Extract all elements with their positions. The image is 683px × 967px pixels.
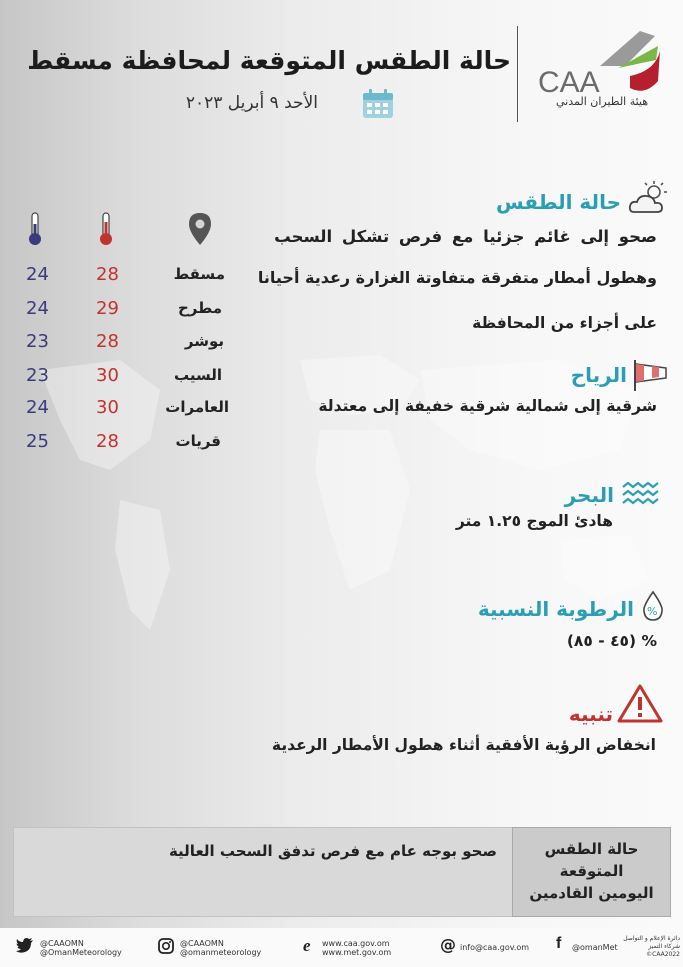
twitter-icon[interactable] bbox=[16, 938, 34, 953]
hot-thermometer-icon bbox=[99, 212, 113, 246]
partner-line: شركاء التميز bbox=[648, 943, 680, 950]
web-icon[interactable]: e bbox=[303, 936, 311, 955]
forecast-label-line: المتوقعة bbox=[559, 862, 624, 880]
weather-line-2: وهطول أمطار متفرقة متفاوتة الغزارة رعدية أحيانا bbox=[257, 268, 657, 287]
max-temp: 28 bbox=[96, 264, 119, 285]
city-name: السيب bbox=[173, 366, 222, 384]
sea-title: البحر bbox=[564, 483, 614, 507]
facebook-icon[interactable]: f bbox=[556, 935, 562, 952]
web-url-met[interactable]: www.met.gov.om bbox=[322, 948, 392, 957]
partner-line: دائرة الإعلام و التواصل bbox=[623, 935, 680, 942]
svg-text:%: % bbox=[647, 605, 658, 618]
min-temp: 24 bbox=[26, 397, 49, 418]
forecast-label-line: اليومين القادمين bbox=[529, 884, 654, 902]
min-temp: 24 bbox=[26, 264, 49, 285]
facebook-handle[interactable]: @omanMet bbox=[572, 943, 618, 952]
instagram-handle-met[interactable]: @omanmeteorology bbox=[180, 948, 262, 957]
partly-cloudy-icon bbox=[628, 180, 668, 216]
email-address[interactable]: info@caa.gov.om bbox=[460, 943, 530, 952]
logo-name: هيئة الطيران المدني bbox=[556, 95, 649, 108]
city-name: مطرح bbox=[177, 299, 222, 317]
calendar-icon bbox=[361, 88, 395, 120]
min-temp: 23 bbox=[26, 331, 49, 352]
min-temp: 25 bbox=[26, 431, 49, 452]
date-label: الأحد ٩ أبريل ٢٠٢٣ bbox=[185, 93, 318, 113]
weather-line-1: صحو إلى غائم جزئيا مع فرص تشكل السحب bbox=[274, 227, 657, 246]
winds-title: الرياح bbox=[570, 363, 627, 387]
logo-abbr: CAA bbox=[538, 66, 600, 99]
max-temp: 28 bbox=[96, 331, 119, 352]
email-icon[interactable]: @ bbox=[440, 935, 456, 954]
forecast-label bbox=[512, 827, 671, 917]
warning-title: تنبيه bbox=[568, 702, 613, 726]
forecast-label-line: حالة الطقس bbox=[544, 840, 639, 858]
twitter-handle-met[interactable]: @OmanMeteorology bbox=[40, 948, 122, 957]
min-temp: 23 bbox=[26, 365, 49, 386]
partner-line: ©CAA2022 bbox=[646, 951, 680, 958]
warning-text: انخفاض الرؤية الأفقية أثناء هطول الأمطار الرعدية bbox=[271, 736, 656, 754]
waves-icon bbox=[622, 482, 662, 506]
max-temp: 29 bbox=[96, 298, 119, 319]
cold-thermometer-icon bbox=[28, 212, 42, 246]
humidity-title: الرطوبة النسبية bbox=[477, 597, 634, 621]
min-temp: 24 bbox=[26, 298, 49, 319]
forecast-text: صحو بوجه عام مع فرص تدفق السحب العالية bbox=[168, 842, 497, 860]
sea-text: هادئ الموج ١.٢٥ متر bbox=[455, 512, 613, 530]
windsock-icon bbox=[630, 358, 670, 392]
humidity-text: % (٤٥ - ٨٥) bbox=[566, 632, 657, 650]
warning-icon bbox=[617, 683, 663, 723]
instagram-handle-caa[interactable]: @CAAOMN bbox=[180, 939, 224, 948]
city-name: مسقط bbox=[173, 265, 225, 283]
city-name: العامرات bbox=[165, 398, 229, 416]
humidity-drop-icon bbox=[641, 590, 665, 622]
weather-title: حالة الطقس bbox=[495, 190, 621, 214]
max-temp: 28 bbox=[96, 431, 119, 452]
weather-line-3: على أجزاء من المحافظة bbox=[472, 314, 657, 332]
header-divider bbox=[517, 26, 518, 122]
location-pin-icon bbox=[188, 212, 212, 246]
city-name: قريات bbox=[175, 432, 221, 450]
max-temp: 30 bbox=[96, 397, 119, 418]
partner-text bbox=[622, 935, 680, 959]
twitter-handle-caa[interactable]: @CAAOMN bbox=[40, 939, 84, 948]
city-name: بوشر bbox=[184, 332, 224, 350]
winds-text: شرقية إلى شمالية شرقية خفيفة إلى معتدلة bbox=[318, 397, 657, 415]
max-temp: 30 bbox=[96, 365, 119, 386]
web-url-caa[interactable]: www.caa.gov.om bbox=[322, 939, 390, 948]
instagram-icon[interactable] bbox=[158, 938, 174, 954]
page-title: حالة الطقس المتوقعة لمحافظة مسقط bbox=[27, 46, 511, 75]
